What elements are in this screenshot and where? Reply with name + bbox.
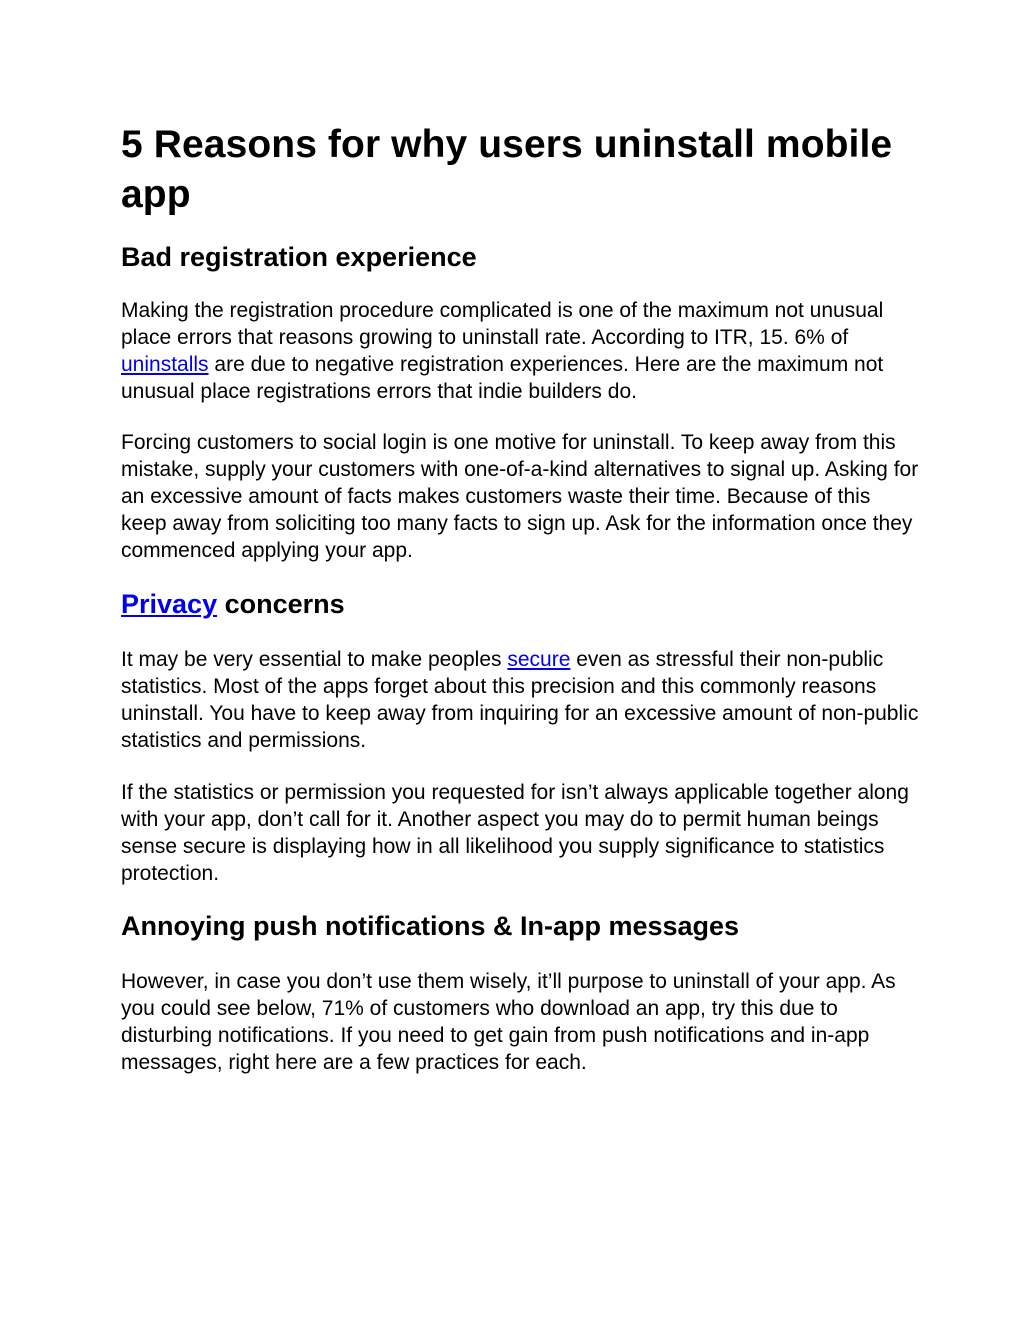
paragraph-text: even as stressful their non-public statistics. Most of the apps forget about this precision and this commonly reasons uninstall. You have to keep away from inquiring for an excessive amount of non-public statistics and permissions. [121, 648, 919, 752]
paragraph-registration-intro [121, 297, 921, 405]
heading-annoying-notifications: Annoying push notifications & In-app messages [121, 911, 740, 941]
secure-link[interactable]: secure [507, 648, 571, 671]
paragraph-social-login: Forcing customers to social login is one motive for uninstall. To keep away from this mistake, supply your customers with one-of-a-kind alternatives to signal up. Asking for an excessive amount of facts makes customers waste their time. Because of this keep away from soliciting too many facts to sign up. Ask for the information once they commenced applying your app. [121, 431, 919, 562]
document-page [121, 120, 921, 1076]
heading-privacy-concerns [121, 587, 921, 621]
heading-bad-registration: Bad registration experience [121, 242, 477, 272]
paragraph-text: It may be very essential to make peoples [121, 648, 508, 671]
uninstalls-link[interactable]: uninstalls [121, 353, 209, 376]
privacy-link[interactable]: Privacy [121, 589, 218, 619]
paragraph-privacy-intro [121, 646, 921, 754]
heading-text: concerns [217, 589, 345, 619]
paragraph-notifications: However, in case you don’t use them wisely, it’ll purpose to uninstall of your app. As you could see below, 71% of customers who download an app, try this due to disturbing notifications. If you need to get gain from push notifications and in-app messages, right here are a few practices for each. [121, 970, 896, 1074]
page-title: 5 Reasons for why users uninstall mobile app [121, 123, 893, 216]
paragraph-permissions: If the statistics or permission you requested for isn’t always applicable together along with your app, don’t call for it. Another aspect you may do to permit human beings sense secure is displaying how in all likelihood you supply significance to statistics protection. [121, 781, 909, 885]
paragraph-text: are due to negative registration experiences. Here are the maximum not unusual place registrations errors that indie builders do. [121, 353, 884, 403]
paragraph-text: Making the registration procedure complicated is one of the maximum not unusual place errors that reasons growing to uninstall rate. According to ITR, 15. 6% of [121, 299, 884, 349]
